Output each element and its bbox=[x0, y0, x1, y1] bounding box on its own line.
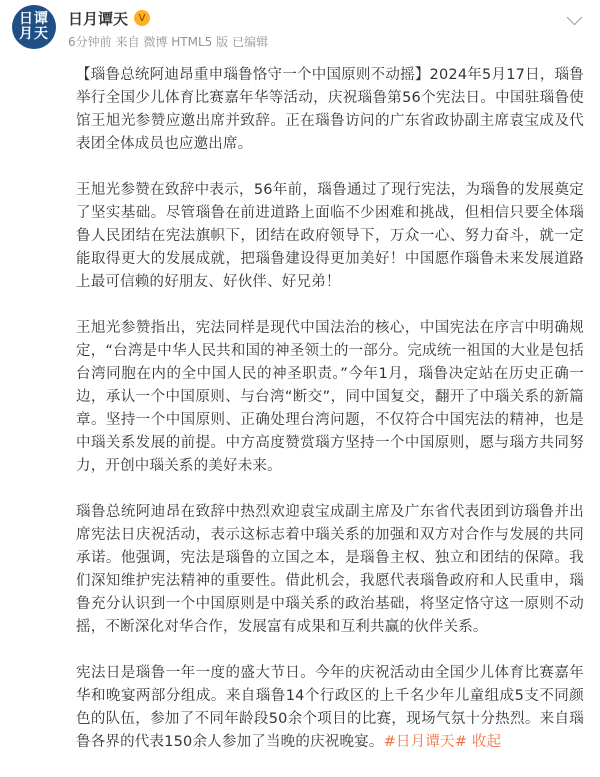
gold-v-badge-icon: V bbox=[134, 10, 150, 26]
post-paragraph: 王旭光参赞指出，宪法同样是现代中国法治的核心，中国宪法在序言中明确规定，“台湾是中华人民共和国的神圣领土的一部分。完成统一祖国的大业是包括台湾同胞在内的全中国人民的神圣职责。”今年1月，瑙鲁决定站在历史正确一边，承认一个中国原则、与台湾“断交”，同中国复交，翻开了中瑙关系的新篇章。坚持一个中国原则、正确处理台湾问题，不仅符合中国宪法的精神，也是中瑙关系发展的前提。中方高度赞赏瑙方坚持一个中国原则，愿与瑙方共同努力，开创中瑙关系的美好未来。 bbox=[76, 320, 584, 474]
post-meta bbox=[68, 33, 268, 50]
avatar-text: 日谭月天 bbox=[19, 11, 49, 42]
post-source: 来自 微博 HTML5 版 bbox=[115, 35, 229, 49]
post-paragraph: 瑙鲁总统阿迪昂在致辞中热烈欢迎袁宝成副主席及广东省代表团到访瑙鲁并出席宪法日庆祝活动，表示这标志着中瑙关系的加强和双方对合作与发展的共同承诺。他强调，宪法是瑙鲁的立国之本，是瑙鲁主权、独立和团结的保障。我们深知维护宪法精神的重要性。借此机会，我愿代表瑙鲁政府和人民重申，瑙鲁充分认识到一个中国原则是中瑙关系的政治基础，将坚定恪守这一原则不动摇，不断深化对华合作，发展富有成果和互利共赢的伙伴关系。 bbox=[76, 504, 584, 635]
user-line bbox=[68, 7, 150, 29]
chevron-down-icon[interactable] bbox=[567, 10, 583, 26]
post-paragraph: 【瑙鲁总统阿迪昂重申瑙鲁恪守一个中国原则不动摇】2024年5月17日，瑙鲁举行全国少儿体育比赛嘉年华等活动，庆祝瑙鲁第56个宪法日。中国驻瑙鲁使馆王旭光参赞应邀出席并致辞。正在瑙鲁访问的广东省政协副主席袁宝成及代表团全体成员也应邀出席。 bbox=[76, 67, 584, 152]
post-paragraph-text: 宪法日是瑙鲁一年一度的盛大节日。今年的庆祝活动由全国少儿体育比赛嘉年华和晚宴两部分组成。来自瑙鲁14个行政区的上千名少年儿童组成5支不同颜色的队伍，参加了不同年龄段50余个项目的比赛，现场气氛十分热烈。来自瑙鲁各界的代表150余人参加了当晚的庆祝晚宴。 bbox=[76, 665, 584, 750]
post-paragraph: 王旭光参赞在致辞中表示，56年前，瑙鲁通过了现行宪法，为瑙鲁的发展奠定了坚实基础。尽管瑙鲁在前进道路上面临不少困难和挑战，但相信只要全体瑙鲁人民团结在宪法旗帜下，团结在政府领导下，万众一心、努力奋斗，就一定能取得更大的发展成就，把瑙鲁建设得更加美好！中国愿作瑙鲁未来发展道路上最可信赖的好朋友、好伙伴、好兄弟！ bbox=[76, 182, 584, 290]
post-content bbox=[76, 64, 584, 777]
edited-label[interactable]: 已编辑 bbox=[232, 35, 269, 49]
hashtag-link[interactable]: #日月谭天# bbox=[383, 734, 468, 750]
post-last-paragraph bbox=[76, 662, 584, 754]
username[interactable]: 日月谭天 bbox=[68, 9, 129, 28]
post-time[interactable]: 6分钟前 bbox=[68, 35, 112, 49]
post-header bbox=[0, 0, 600, 64]
collapse-link[interactable]: 收起 bbox=[471, 734, 502, 750]
avatar[interactable] bbox=[12, 5, 56, 49]
